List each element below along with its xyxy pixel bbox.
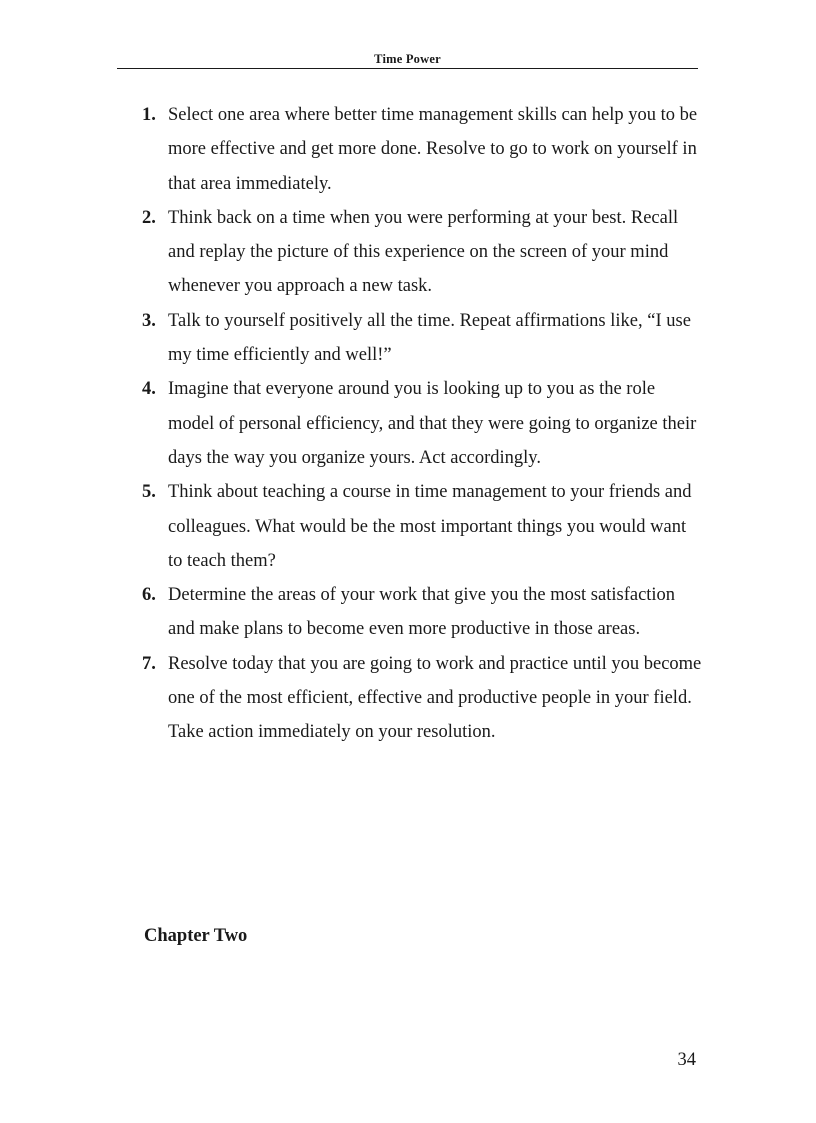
- chapter-heading: Chapter Two: [144, 926, 248, 946]
- item-text: Resolve today that you are going to work and practice until you become one of the most efficient, effective and productive people in your field. Take action immediately on your resolution.: [168, 653, 702, 743]
- item-text: Select one area where better time management skills can help you to be more effective and get more done. Resolve to go to work on yourself in that area immediately.: [168, 105, 698, 194]
- item-number: 4.: [142, 379, 156, 400]
- item-number: 1.: [142, 105, 156, 125]
- item-text: Talk to yourself positively all the time. Repeat affirmations like, “I use my time efficiently and well!”: [168, 310, 691, 366]
- item-text: Think back on a time when you were performing at your best. Recall and replay the picture of this experience on the screen of your mind whenever you approach a new task.: [168, 207, 679, 297]
- action-items-list: [142, 98, 702, 750]
- list-item: [142, 647, 702, 750]
- list-item: [142, 201, 702, 304]
- list-item: [142, 98, 702, 201]
- item-text: Determine the areas of your work that give you the most satisfaction and make plans to become even more productive in those areas.: [168, 585, 676, 640]
- item-number: 5.: [142, 482, 156, 503]
- page-number: 34: [677, 1050, 696, 1070]
- running-title: Time Power: [374, 52, 441, 66]
- item-number: 2.: [142, 207, 156, 228]
- item-number: 6.: [142, 585, 156, 606]
- header-rule: [117, 68, 698, 69]
- list-item: [142, 304, 702, 373]
- item-text: Think about teaching a course in time management to your friends and colleagues. What would be the most important things you would want to teach them?: [168, 482, 692, 571]
- list-item: [142, 475, 702, 578]
- item-number: 3.: [142, 310, 156, 331]
- item-number: 7.: [142, 653, 156, 674]
- list-item: [142, 372, 702, 475]
- list-item: [142, 578, 702, 647]
- item-text: Imagine that everyone around you is looking up to you as the role model of personal efficiency, and that they were going to organize their days the way you organize yours. Act accordingly.: [168, 379, 697, 468]
